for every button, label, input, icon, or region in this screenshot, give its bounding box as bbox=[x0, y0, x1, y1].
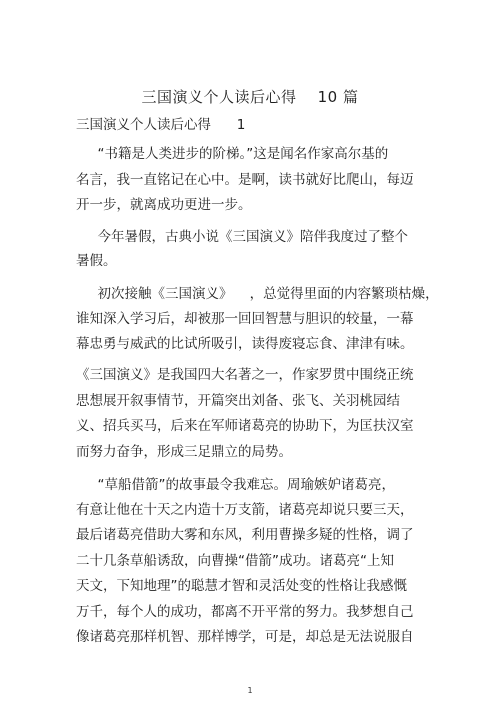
text-line: 《三国演义》是我国四大名著之一，作家罗贯中围绕正统 bbox=[76, 367, 414, 383]
text-line: 谁知深入学习后，却被那一回回智慧与胆识的较量，一幕 bbox=[76, 311, 414, 327]
text-line: 天文，下知地理”的聪慧才智和灵活处变的性格让我感慨 bbox=[76, 578, 407, 594]
text-line: 义、招兵买马，后来在军师诸葛亮的协助下，为匡扶汉室 bbox=[76, 418, 414, 434]
text-line: “书籍是人类进步的阶梯。”这是闻名作家高尔基的 bbox=[76, 146, 389, 162]
text-line: 像诸葛亮那样机智、那样博学，可是，却总是无法说服自 bbox=[76, 629, 414, 645]
text-line: 最后诸葛亮借助大雾和东风，利用曹操多疑的性格，调了 bbox=[76, 527, 414, 543]
text-line: “草船借箭”的故事最令我难忘。周瑜嫉妒诸葛亮， bbox=[76, 477, 395, 493]
text-line: 开一步，就离成功更进一步。 bbox=[76, 197, 252, 213]
page-number: 1 bbox=[247, 686, 253, 695]
text-line: 暑假。 bbox=[76, 253, 117, 269]
text-line: 思想展开叙事情节，开篇突出刘备、张飞、关羽桃园结 bbox=[76, 393, 400, 409]
text-line: 二十几条草船诱敌，向曹操“借箭”成功。诸葛亮“上知 bbox=[76, 553, 394, 569]
text-line: 幕忠勇与威武的比试所吸引，读得废寝忘食、津津有味。 bbox=[76, 336, 414, 352]
section-heading: 三国演义个人读后心得 1 bbox=[76, 117, 246, 133]
text-line: 初次接触《三国演义》 ，总觉得里面的内容繁琐枯燥， bbox=[76, 286, 439, 302]
text-line: 有意让他在十天之内造十万支箭，诸葛亮却说只要三天， bbox=[76, 502, 414, 518]
text-line: 今年暑假，古典小说《三国演义》陪伴我度过了整个 bbox=[76, 229, 408, 245]
document-title: 三国演义个人读后心得 10 篇 bbox=[141, 88, 359, 106]
text-line: 万千，每个人的成功，都离不开平常的努力。我梦想自己 bbox=[76, 604, 414, 620]
text-line: 名言，我一直铭记在心中。是啊，读书就好比爬山，每迈 bbox=[76, 172, 414, 188]
text-line: 而努力奋争，形成三足鼎立的局势。 bbox=[76, 444, 292, 460]
